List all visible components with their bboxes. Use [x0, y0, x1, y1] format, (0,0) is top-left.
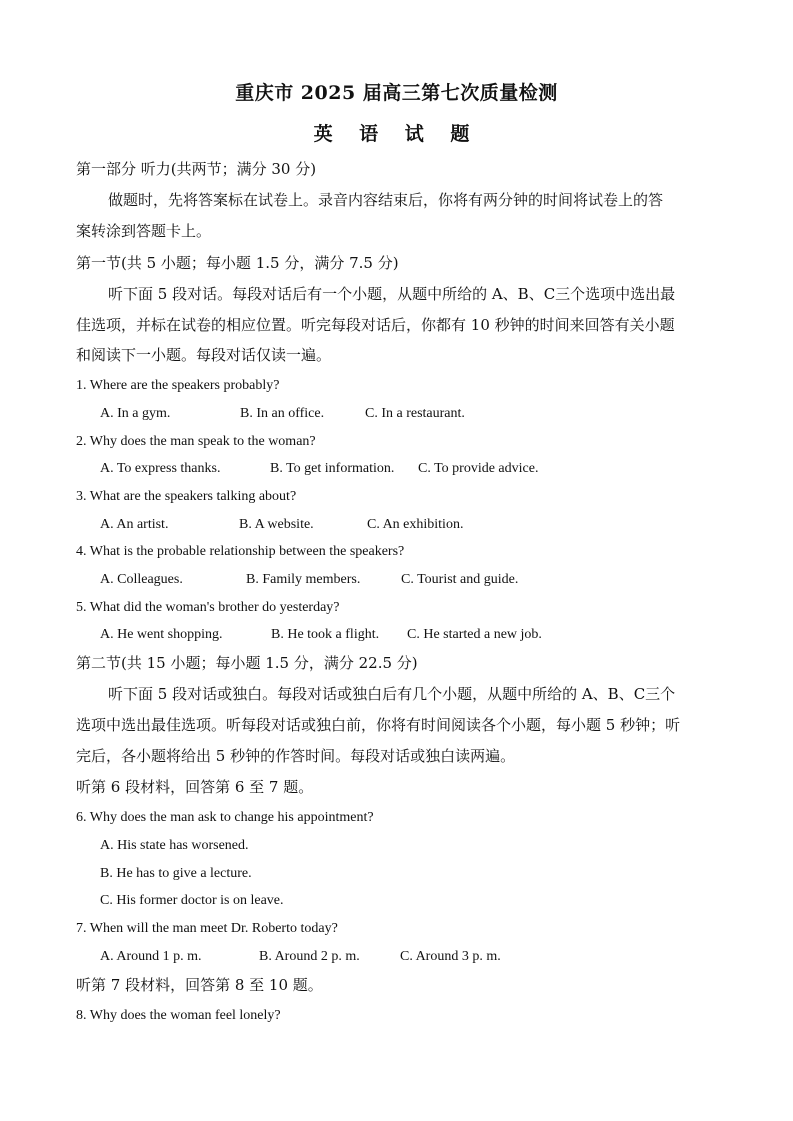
question-3-option-b: B. A website. — [239, 517, 314, 532]
section2-instruction-line3: 完后，各小题将给出 5 秒钟的作答时间。每段对话或独白读两遍。 — [76, 747, 516, 765]
question-1-option-c: C. In a restaurant. — [365, 406, 465, 421]
question-8: 8. Why does the woman feel lonely? — [76, 1008, 281, 1023]
question-5-option-c: C. He started a new job. — [407, 627, 542, 642]
question-6-option-b: B. He has to give a lecture. — [100, 866, 252, 881]
section1-heading: 第一节(共 5 小题；每小题 1.5 分，满分 7.5 分) — [76, 254, 399, 272]
section1-instruction-line2: 佳选项，并标在试卷的相应位置。听完每段对话后，你都有 10 秒钟的时间来回答有关小题 — [76, 316, 675, 334]
question-4-option-c: C. Tourist and guide. — [401, 572, 519, 587]
section1-instruction-line3: 和阅读下一小题。每段对话仅读一遍。 — [76, 346, 332, 364]
question-1-option-a: A. In a gym. — [100, 406, 171, 421]
question-3-option-c: C. An exhibition. — [367, 517, 464, 532]
exam-title: 重庆市 2025 届高三第七次质量检测 — [235, 82, 558, 104]
part1-heading: 第一部分 听力(共两节；满分 30 分) — [76, 160, 317, 178]
material-6-heading: 听第 6 段材料，回答第 6 至 7 题。 — [76, 778, 314, 796]
question-7-option-b: B. Around 2 p. m. — [259, 949, 360, 964]
section2-instruction-line2: 选项中选出最佳选项。听每段对话或独白前，你将有时间阅读各个小题，每小题 5 秒钟；听 — [76, 716, 681, 734]
question-4-option-a: A. Colleagues. — [100, 572, 183, 587]
question-2: 2. Why does the man speak to the woman? — [76, 434, 316, 449]
material-7-heading: 听第 7 段材料，回答第 8 至 10 题。 — [76, 976, 323, 994]
question-3: 3. What are the speakers talking about? — [76, 489, 297, 504]
question-5: 5. What did the woman's brother do yesterday? — [76, 600, 340, 615]
question-7: 7. When will the man meet Dr. Roberto today? — [76, 921, 338, 936]
question-3-option-a: A. An artist. — [100, 517, 169, 532]
question-7-option-a: A. Around 1 p. m. — [100, 949, 202, 964]
question-2-option-c: C. To provide advice. — [418, 461, 539, 476]
question-6: 6. Why does the man ask to change his appointment? — [76, 810, 374, 825]
question-5-option-a: A. He went shopping. — [100, 627, 223, 642]
subject-title: 英 语 试 题 — [313, 123, 480, 145]
question-6-option-a: A. His state has worsened. — [100, 838, 249, 853]
question-2-option-b: B. To get information. — [270, 461, 395, 476]
question-1-option-b: B. In an office. — [240, 406, 325, 421]
question-1: 1. Where are the speakers probably? — [76, 378, 280, 393]
section2-instruction-line1: 听下面 5 段对话或独白。每段对话或独白后有几个小题，从题中所给的 A、B、C三个 — [108, 685, 676, 703]
question-5-option-b: B. He took a flight. — [271, 627, 380, 642]
part1-instruction-line1: 做题时，先将答案标在试卷上。录音内容结束后，你将有两分钟的时间将试卷上的答 — [108, 191, 664, 209]
question-4-option-b: B. Family members. — [246, 572, 361, 587]
section2-heading: 第二节(共 15 小题；每小题 1.5 分，满分 22.5 分) — [76, 654, 418, 672]
section1-instruction-line1: 听下面 5 段对话。每段对话后有一个小题，从题中所给的 A、B、C三个选项中选出最 — [108, 285, 676, 303]
question-4: 4. What is the probable relationship between the speakers? — [76, 544, 405, 559]
question-7-option-c: C. Around 3 p. m. — [400, 949, 501, 964]
question-2-option-a: A. To express thanks. — [100, 461, 221, 476]
question-6-option-c: C. His former doctor is on leave. — [100, 893, 284, 908]
part1-instruction-line2: 案转涂到答题卡上。 — [76, 222, 212, 240]
